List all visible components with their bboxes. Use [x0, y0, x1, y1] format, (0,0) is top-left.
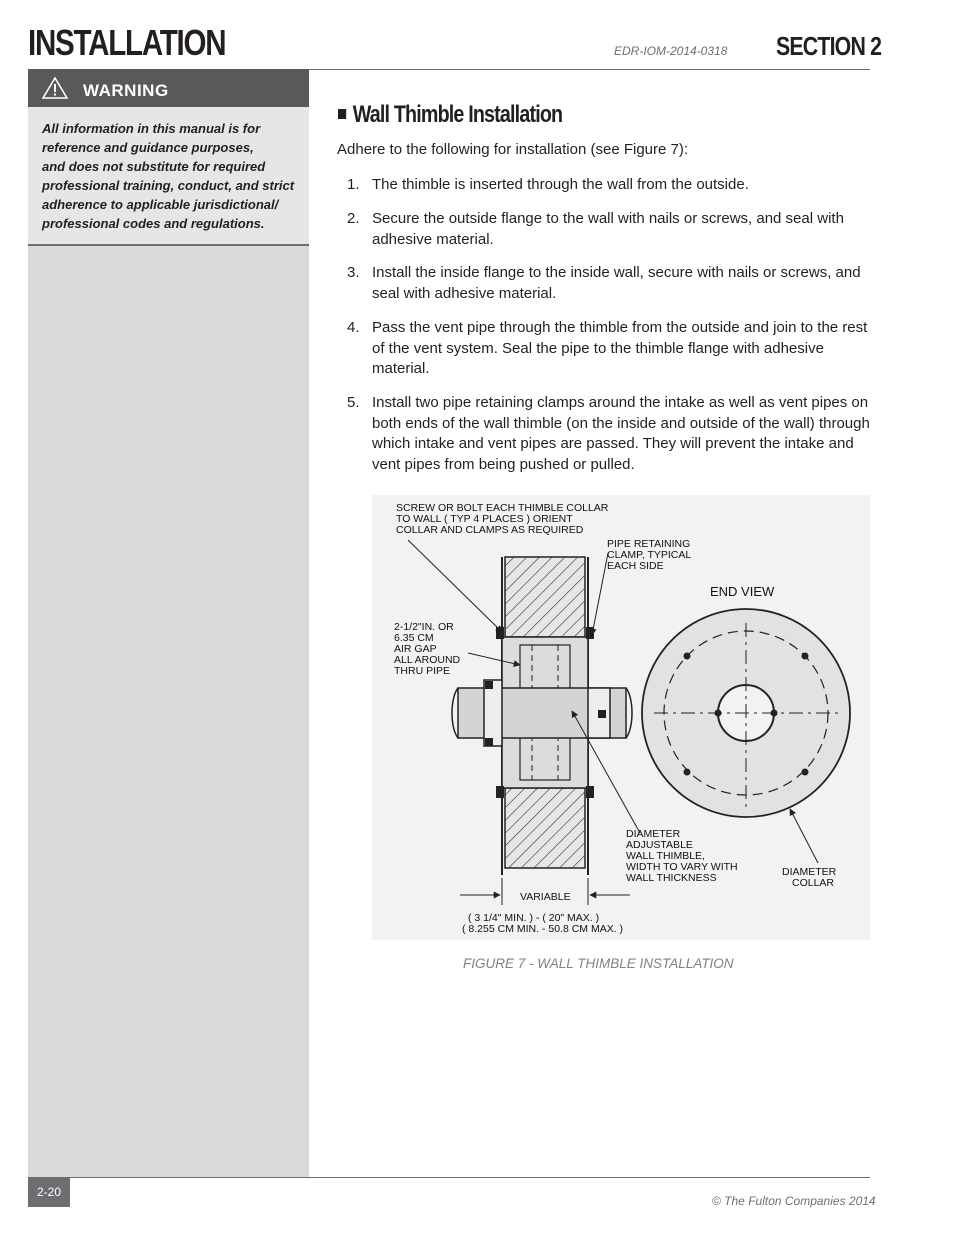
end-view — [642, 609, 850, 817]
intro-paragraph: Adhere to the following for installation (see Figure 7): — [337, 141, 689, 158]
document-id: EDR-IOM-2014-0318 — [614, 44, 728, 58]
step-text: Install the inside flange to the inside wall, secure with nails or screws, and seal with adhesive material. — [372, 264, 861, 302]
step-text: Pass the vent pipe through the thimble from the outside and join to the rest of the vent system. Seal the pipe to the thimble flange with adhesive material. — [372, 319, 868, 377]
air-gap-line: THRU PIPE — [394, 665, 451, 677]
step-text: Secure the outside flange to the wall with nails or screws, and seal with adhesive material. — [372, 210, 844, 248]
wall-thimble-diagram — [372, 495, 870, 940]
screw-note-line: TO WALL ( TYP 4 PLACES ) ORIENT — [396, 513, 573, 525]
screw-note-line: SCREW OR BOLT EACH THIMBLE COLLAR — [396, 502, 609, 514]
diameter-note-line: WIDTH TO VARY WITH — [626, 861, 738, 873]
warning-label: WARNING — [83, 81, 169, 100]
warning-line: professional training, conduct, and strict — [42, 178, 295, 193]
diameter-collar-line: COLLAR — [792, 877, 835, 889]
step-number: 3. — [347, 264, 360, 281]
warning-line: and does not substitute for required — [42, 159, 266, 174]
warning-triangle-icon — [42, 77, 68, 99]
air-gap-line: 6.35 CM — [394, 632, 434, 644]
warning-line: reference and guidance purposes, — [42, 140, 254, 155]
step-number: 5. — [347, 394, 360, 411]
diameter-note-line: ADJUSTABLE — [626, 839, 693, 851]
variable-label: VARIABLE — [520, 891, 571, 903]
section-heading — [338, 101, 562, 129]
square-bullet-icon — [338, 109, 346, 119]
page-title: INSTALLATION — [28, 22, 226, 63]
step-number: 4. — [347, 319, 360, 336]
diameter-note-line: WALL THIMBLE, — [626, 850, 705, 862]
range-inches: ( 3 1/4" MIN. ) - ( 20" MAX. ) — [468, 912, 600, 924]
step-text: Install two pipe retaining clamps around the intake as well as vent pipes on both ends of the wall thimble (on the inside and outside of the wall) through which intake and vent pipes are passed. They will prevent the intake and vent pipes from being pushed or pulled. — [372, 394, 870, 473]
diameter-collar-line: DIAMETER — [782, 866, 837, 878]
air-gap-line: 2-1/2"IN. OR — [394, 621, 454, 633]
diameter-note-line: DIAMETER — [626, 828, 681, 840]
step-text: The thimble is inserted through the wall from the outside. — [372, 176, 749, 193]
air-gap-line: ALL AROUND — [394, 654, 461, 666]
clamp-note-line: PIPE RETAINING — [607, 538, 691, 550]
step-number: 2. — [347, 210, 360, 227]
screw-note-line: COLLAR AND CLAMPS AS REQUIRED — [396, 524, 584, 536]
footer-divider — [28, 1177, 870, 1178]
range-centimeters: ( 8.255 CM MIN. - 50.8 CM MAX. ) — [462, 923, 624, 935]
warning-line: adherence to applicable jurisdictional/ — [42, 197, 279, 212]
warning-divider — [28, 244, 309, 246]
diameter-note-line: WALL THICKNESS — [626, 872, 717, 884]
warning-header — [28, 69, 309, 107]
air-gap-line: AIR GAP — [394, 643, 437, 655]
warning-text — [42, 119, 302, 233]
end-view-label: END VIEW — [710, 584, 775, 599]
clamp-note-line: CLAMP, TYPICAL — [607, 549, 691, 561]
warning-line: All information in this manual is for — [42, 121, 261, 136]
clamp-note-line: EACH SIDE — [607, 560, 664, 572]
page-number: 2-20 — [28, 1178, 70, 1207]
warning-line: professional codes and regulations. — [42, 216, 265, 231]
section-heading-text: Wall Thimble Installation — [352, 101, 563, 128]
figure-caption: FIGURE 7 - WALL THIMBLE INSTALLATION — [463, 956, 734, 971]
copyright-notice: © The Fulton Companies 2014 — [712, 1194, 876, 1208]
step-number: 1. — [347, 176, 360, 193]
section-label: SECTION 2 — [776, 31, 882, 61]
